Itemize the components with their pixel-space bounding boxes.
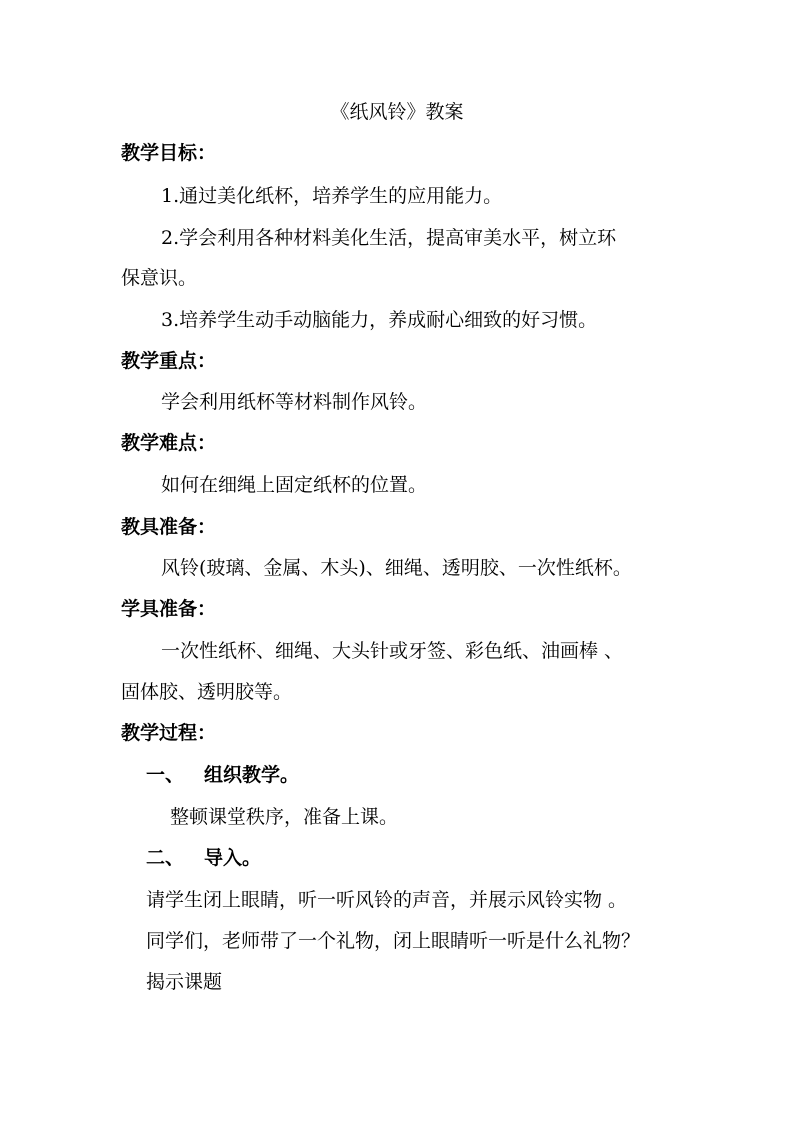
process-heading: 教学过程： [121,722,217,744]
step-1-number: 一、 [146,764,185,786]
document-title: 《纸风铃》教案 [330,101,464,123]
student-tools-heading: 学具准备： [121,598,217,620]
step-1-text: 整顿课堂秩序，准备上课。 [170,806,399,828]
goal-1: 1.通过美化纸杯，培养学生的应用能力。 [161,185,503,207]
step-2-text-line-1: 请学生闭上眼睛，听一听风铃的声音，并展示风铃实物 。 [146,889,628,911]
key-points-heading: 教学重点： [121,350,217,372]
step-2-number: 二、 [146,847,185,869]
key-points-text: 学会利用纸杯等材料制作风铃。 [161,391,428,413]
student-tools-line-2: 固体胶、透明胶等。 [121,681,293,703]
step-1-heading [146,763,299,787]
goal-3: 3.培养学生动手动脑能力，养成耐心细致的好习惯。 [161,309,598,331]
step-2-heading [146,846,261,870]
step-1-title: 组织教学。 [204,764,300,786]
student-tools-line-1: 一次性纸杯、细绳、大头针或牙签、彩色纸、油画棒 、 [161,640,624,662]
step-2-text-line-2: 同学们，老师带了一个礼物，闭上眼睛听一听是什么礼物？ [146,930,641,952]
step-2-text-line-3: 揭示课题 [146,971,223,993]
teacher-tools-text: 风铃(玻璃、金属、木头)、细绳、透明胶、一次性纸杯。 [161,557,632,579]
goal-2-line-1: 2.学会利用各种材料美化生活，提高审美水平，树立环 [161,227,617,249]
goals-heading: 教学目标： [121,142,217,164]
goal-2-line-2: 保意识。 [121,267,198,289]
step-2-title: 导入。 [204,847,262,869]
difficulty-heading: 教学难点： [121,432,217,454]
difficulty-text: 如何在细绳上固定纸杯的位置。 [161,474,428,496]
teacher-tools-heading: 教具准备： [121,516,217,538]
